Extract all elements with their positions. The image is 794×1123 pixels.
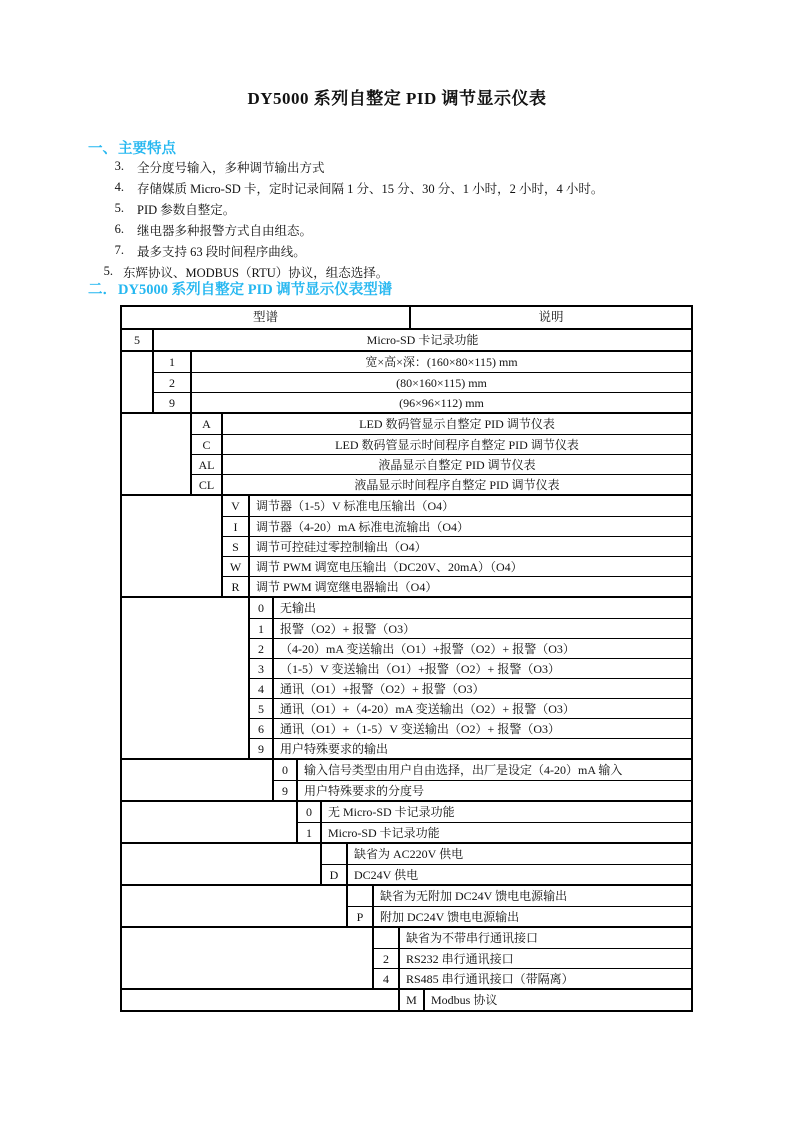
table-row [223,516,691,536]
page-title: DY5000 系列自整定 PID 调节显示仪表 [247,89,547,108]
description-cell: (96×96×112) mm [399,395,484,410]
table-row [298,822,691,842]
group-rows [192,414,691,494]
list-item-number: 4. [114,180,124,194]
list-item [0,240,794,261]
table-group [122,330,691,350]
table-group [122,988,691,1010]
table-row [374,968,691,988]
model-code-cell: P [348,907,374,926]
model-code-cell: 5 [122,330,154,350]
header-cell-description: 说明 [538,310,564,325]
table-header-row [122,307,691,330]
list-item-number: 7. [114,243,124,257]
group-rows [122,330,691,350]
table-group [122,596,691,758]
description-cell: 通讯（O1）+报警（O2）+ 报警（O3） [280,681,485,696]
table-row [274,780,691,800]
table-row [192,474,691,494]
description-cell: 通讯（O1）+（1-5）V 变送输出（O2）+ 报警（O3） [280,721,560,736]
table-row [250,598,691,618]
description-cell: Modbus 协议 [431,993,498,1007]
model-code-cell: 0 [274,760,298,780]
table-group [122,412,691,494]
list-item-number: 5. [103,264,113,278]
list-item [0,177,794,198]
table-row [250,618,691,638]
section-one-label: 主要特点 [118,141,176,157]
model-code-cell: 4 [374,969,400,988]
group-blank-cell [122,496,223,596]
table-row [400,990,691,1010]
description-cell: 用户特殊要求的分度号 [304,783,425,798]
model-code-cell: 1 [154,352,192,372]
table-group [122,842,691,884]
description-cell: DC24V 供电 [354,867,419,882]
model-code-cell: C [192,435,223,454]
table-row [250,638,691,658]
model-code-cell: 2 [374,949,400,968]
description-cell: RS232 串行通讯接口 [406,951,514,966]
model-code-cell: 2 [250,639,274,658]
model-code-cell: 3 [250,659,274,678]
model-code-cell: 4 [250,679,274,698]
group-blank-cell [122,844,322,884]
table-group [122,884,691,926]
model-code-cell: AL [192,455,223,474]
list-item-number: 5. [114,201,124,215]
model-code-cell: 0 [298,802,322,822]
table-row [223,496,691,516]
list-item-number: 3. [114,159,124,173]
description-cell: RS485 串行通讯接口（带隔离） [406,971,574,986]
table-row [192,454,691,474]
model-code-cell: 9 [274,781,298,800]
list-item [0,198,794,219]
list-item-text: 存储媒质 Micro-SD 卡，定时记录间隔 1 分、15 分、30 分、1 小时，2 小时，4 小时。 [137,181,604,196]
section-one-heading [88,137,176,158]
list-item-text: 全分度号输入，多种调节输出方式 [137,160,325,175]
table-row [348,906,691,926]
feature-list [0,156,794,282]
table-row [348,886,691,906]
group-rows [298,802,691,842]
model-code-cell: CL [192,475,223,494]
table-row [250,718,691,738]
group-blank-cell [122,414,192,494]
group-rows [274,760,691,800]
model-code-cell: 0 [250,598,274,618]
description-cell: 缺省为不带串行通讯接口 [406,931,539,945]
description-cell: 调节可控硅过零控制输出（O4） [256,539,427,554]
model-code-cell: 1 [250,619,274,638]
description-cell: 液晶显示时间程序自整定 PID 调节仪表 [354,477,560,492]
model-code-cell [374,928,400,948]
model-code-cell: 5 [250,699,274,718]
model-code-cell: S [223,537,250,556]
description-cell: LED 数码管显示自整定 PID 调节仪表 [359,417,555,431]
group-rows [348,886,691,926]
section-two-heading [88,278,392,299]
group-blank-cell [122,802,298,842]
description-cell: 宽×高×深：(160×80×115) mm [365,355,518,369]
group-rows [223,496,691,596]
description-cell: 附加 DC24V 馈电电源输出 [380,909,520,924]
table-row [192,414,691,434]
table-row [374,928,691,948]
group-rows [374,928,691,988]
table-row [223,556,691,576]
description-cell: 液晶显示自整定 PID 调节仪表 [378,457,536,472]
group-blank-cell [122,928,374,988]
model-code-cell: M [400,990,425,1010]
description-cell: Micro-SD 卡记录功能 [328,825,440,840]
description-cell: （4-20）mA 变送输出（O1）+报警（O2）+ 报警（O3） [280,641,575,656]
list-item-text: 东辉协议、MODBUS（RTU）协议，组态选择。 [123,265,389,280]
model-code-cell: V [223,496,250,516]
model-code-cell: 2 [154,373,192,392]
table-row [298,802,691,822]
description-cell: 报警（O2）+ 报警（O3） [280,621,416,636]
description-cell: （1-5）V 变送输出（O1）+报警（O2）+ 报警（O3） [280,661,560,676]
table-group [122,350,691,412]
model-code-cell: I [223,517,250,536]
model-code-cell: 1 [298,823,322,842]
model-code-cell: W [223,557,250,576]
group-blank-cell [122,990,400,1010]
list-item-text: 最多支持 63 段时间程序曲线。 [137,244,306,259]
table-row [322,844,691,864]
description-cell: 调节 PWM 调宽电压输出（DC20V、20mA）（O4） [256,559,523,574]
group-blank-cell [122,760,274,800]
table-group [122,800,691,842]
list-item-text: 继电器多种报警方式自由组态。 [137,223,313,238]
header-cell-model: 型谱 [122,307,411,328]
description-cell: Micro-SD 卡记录功能 [366,333,479,347]
description-cell: 缺省为 AC220V 供电 [354,847,464,861]
group-rows [400,990,691,1010]
description-cell: 无输出 [280,601,317,615]
table-row [374,948,691,968]
model-code-cell: 6 [250,719,274,738]
model-code-cell: D [322,865,348,884]
model-spectrum-table [120,305,693,1012]
group-blank-cell [122,352,154,412]
group-rows [154,352,691,412]
group-blank-cell [122,886,348,926]
group-blank-cell [122,598,250,758]
section-two-label: DY5000 系列自整定 PID 调节显示仪表型谱 [118,282,393,298]
description-cell: 调节 PWM 调宽继电器输出（O4） [256,579,438,594]
table-row [154,392,691,412]
table-row [250,738,691,758]
model-code-cell [348,886,374,906]
list-item [0,219,794,240]
section-one-number: 一、 [88,141,117,157]
table-row [122,330,691,350]
description-cell: 调节器（1-5）V 标准电压输出（O4） [256,499,455,513]
description-cell: 用户特殊要求的输出 [280,741,389,756]
section-two-number: 二． [88,282,117,298]
table-row [250,658,691,678]
table-row [250,678,691,698]
description-cell: LED 数码管显示时间程序自整定 PID 调节仪表 [335,437,579,452]
model-code-cell: 9 [154,393,192,412]
group-rows [322,844,691,884]
model-code-cell [322,844,348,864]
description-cell: 输入信号类型由用户自由选择，出厂是设定（4-20）mA 输入 [304,763,623,777]
table-row [154,372,691,392]
group-rows [250,598,691,758]
list-item-number: 6. [114,222,124,236]
model-code-cell: 9 [250,739,274,758]
table-row [223,576,691,596]
model-code-cell: R [223,577,250,596]
table-row [223,536,691,556]
table-row [192,434,691,454]
model-code-cell: A [192,414,223,434]
description-cell: 无 Micro-SD 卡记录功能 [328,805,455,819]
description-cell: 通讯（O1）+（4-20）mA 变送输出（O2）+ 报警（O3） [280,701,575,716]
description-cell: 缺省为无附加 DC24V 馈电电源输出 [380,889,568,903]
table-group [122,758,691,800]
description-cell: (80×160×115) mm [396,375,487,390]
table-row [274,760,691,780]
table-group [122,494,691,596]
table-group [122,926,691,988]
description-cell: 调节器（4-20）mA 标准电流输出（O4） [256,519,470,534]
list-item [0,156,794,177]
table-row [154,352,691,372]
table-row [322,864,691,884]
list-item-text: PID 参数自整定。 [137,202,236,217]
table-body [122,330,691,1010]
table-row [250,698,691,718]
